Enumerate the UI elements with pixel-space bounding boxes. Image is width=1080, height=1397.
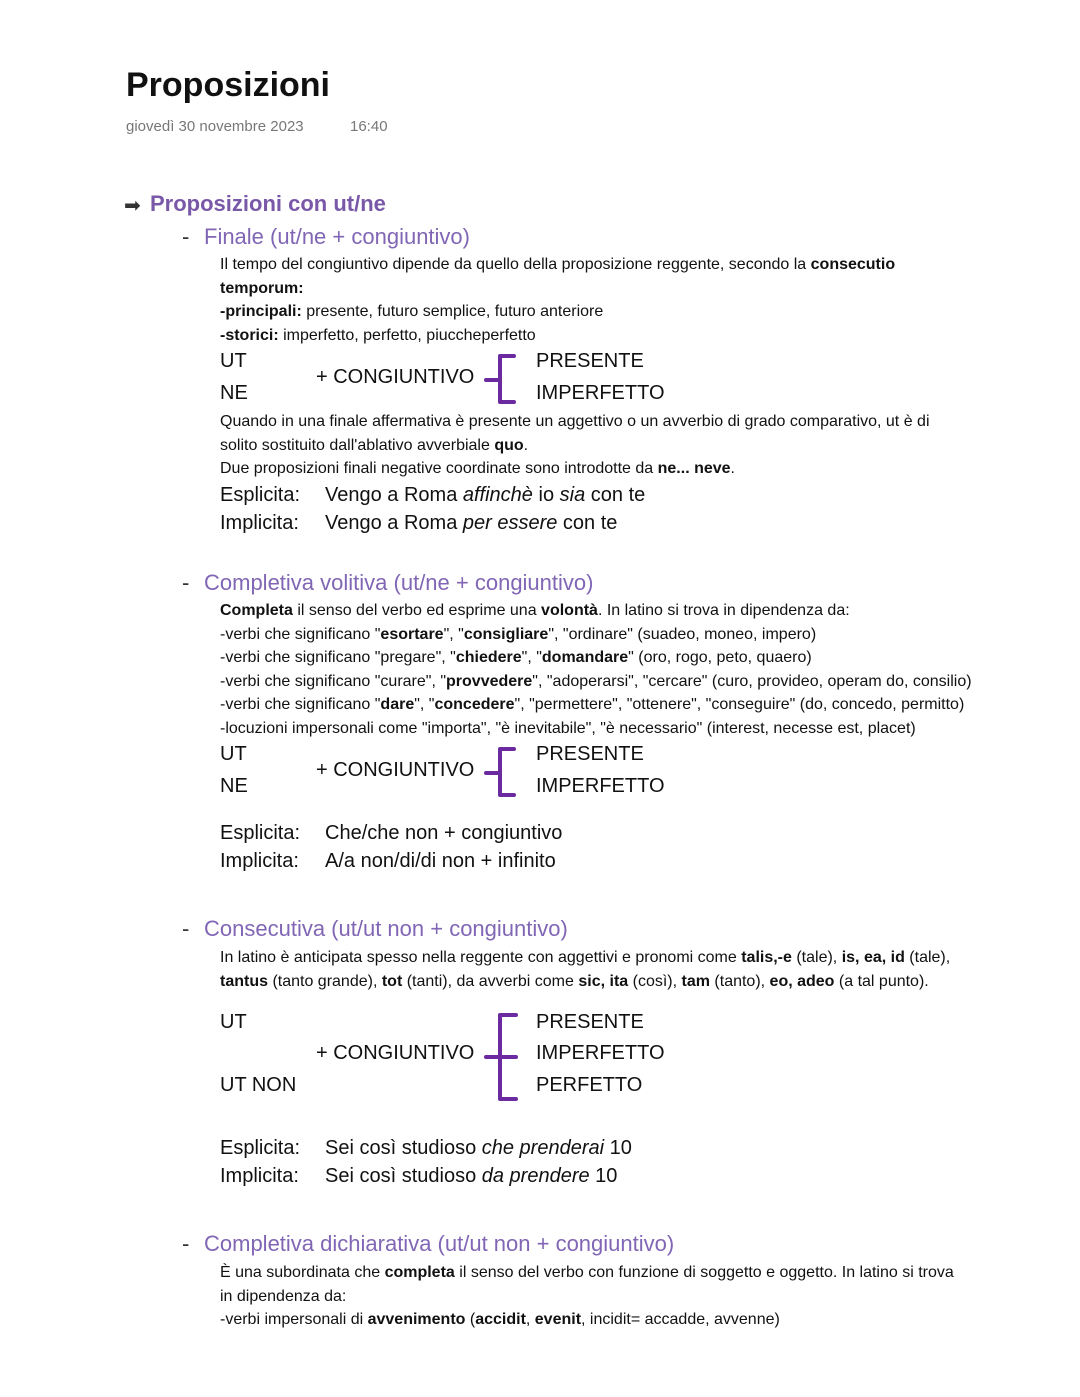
brace-icon xyxy=(480,1011,524,1103)
finale-notes: Quando in una finale affermativa è presente un aggettivo o un avverbio di grado comparativo, ut è di solito sostituito dall'ablativo avverbiale quo. Due proposizioni finali negative coordinate sono introdotte da ne... neve. xyxy=(220,413,930,477)
finale-heading: Finale (ut/ne + congiuntivo) xyxy=(204,224,470,249)
consecutiva-heading: Consecutiva (ut/ut non + congiuntivo) xyxy=(204,916,568,941)
brace-icon xyxy=(480,745,520,801)
volitiva-esplicita: Esplicita: Che/che non + congiuntivo xyxy=(220,822,563,844)
consecutiva-esplicita: Esplicita: Sei così studioso che prenderai 10 xyxy=(220,1137,632,1159)
volitiva-implicita: Implicita: A/a non/di/di non + infinito xyxy=(220,850,556,872)
schema-right-1: PRESENTE xyxy=(536,1011,644,1033)
schema-left-1: UT xyxy=(220,743,247,765)
schema-left-1: UT xyxy=(220,350,247,372)
volitiva-heading: Completiva volitiva (ut/ne + congiuntivo) xyxy=(204,570,594,595)
schema-right-1: PRESENTE xyxy=(536,350,644,372)
schema-left-2: NE xyxy=(220,382,248,404)
page-date: giovedì 30 novembre 2023 xyxy=(126,118,304,135)
consecutiva-paragraph: In latino è anticipata spesso nella reggente con aggettivi e pronomi come talis,-e (tale), is, ea, id (tale), tantus (tanto grande), tot (tanti), da avverbi come sic, ita (così), tam (tanto), eo, adeo (a tal punto). xyxy=(220,949,951,990)
schema-right-2: IMPERFETTO xyxy=(536,382,665,404)
schema-left-2: UT NON xyxy=(220,1074,297,1096)
finale-paragraph: Il tempo del congiuntivo dipende da quello della proposizione reggente, secondo la consecutio temporum: -principali: presente, futuro semplice, futuro anteriore -storici: imperfetto, perfetto, piuccheperfetto xyxy=(220,256,896,344)
arrow-right-icon: ➡ xyxy=(124,195,141,217)
schema-left-2: NE xyxy=(220,775,248,797)
section-heading: Proposizioni con ut/ne xyxy=(150,191,386,216)
brace-icon xyxy=(480,352,520,408)
bullet-dash: - xyxy=(182,916,190,941)
dichiarativa-heading: Completiva dichiarativa (ut/ut non + congiuntivo) xyxy=(204,1231,675,1256)
schema-right-2: IMPERFETTO xyxy=(536,775,665,797)
schema-middle: + CONGIUNTIVO xyxy=(316,366,475,388)
schema-middle: + CONGIUNTIVO xyxy=(316,1042,475,1064)
volitiva-paragraph: Completa il senso del verbo ed esprime una volontà. In latino si trova in dipendenza da: -verbi che significano "esortare", "consigliare", "ordinare" (suadeo, moneo, impero) -verbi che significano "pregare", "chiedere", "domandare" (oro, rogo, peto, quaero) -verbi che significano "curare", "provvedere", "adoperarsi", "cercare" (curo, provideo, operam do, consilio) -verbi che significano "dare", "concedere", "permettere", "ottenere", "conseguire" (do, concedo, permitto) -locuzioni impersonali come "importa", "è inevitabile", "è necessario" (interest, necesse est, placet) xyxy=(220,602,972,737)
dichiarativa-paragraph: È una subordinata che completa il senso del verbo con funzione di soggetto e oggetto. In latino si trova in dipendenza da: -verbi impersonali di avvenimento (accidit, evenit, incidit= accadde, avvenne) xyxy=(220,1264,954,1328)
schema-left-1: UT xyxy=(220,1011,247,1033)
finale-implicita: Implicita: Vengo a Roma per essere con te xyxy=(220,512,618,534)
consecutiva-implicita: Implicita: Sei così studioso da prendere 10 xyxy=(220,1165,618,1187)
schema-middle: + CONGIUNTIVO xyxy=(316,759,475,781)
bullet-dash: - xyxy=(182,570,190,595)
page-title: Proposizioni xyxy=(126,66,330,104)
finale-esplicita: Esplicita: Vengo a Roma affinchè io sia con te xyxy=(220,484,646,506)
bullet-dash: - xyxy=(182,224,190,249)
schema-right-1: PRESENTE xyxy=(536,743,644,765)
page-time: 16:40 xyxy=(350,118,388,135)
schema-right-3: PERFETTO xyxy=(536,1074,643,1096)
bullet-dash: - xyxy=(182,1231,190,1256)
schema-right-2: IMPERFETTO xyxy=(536,1042,665,1064)
